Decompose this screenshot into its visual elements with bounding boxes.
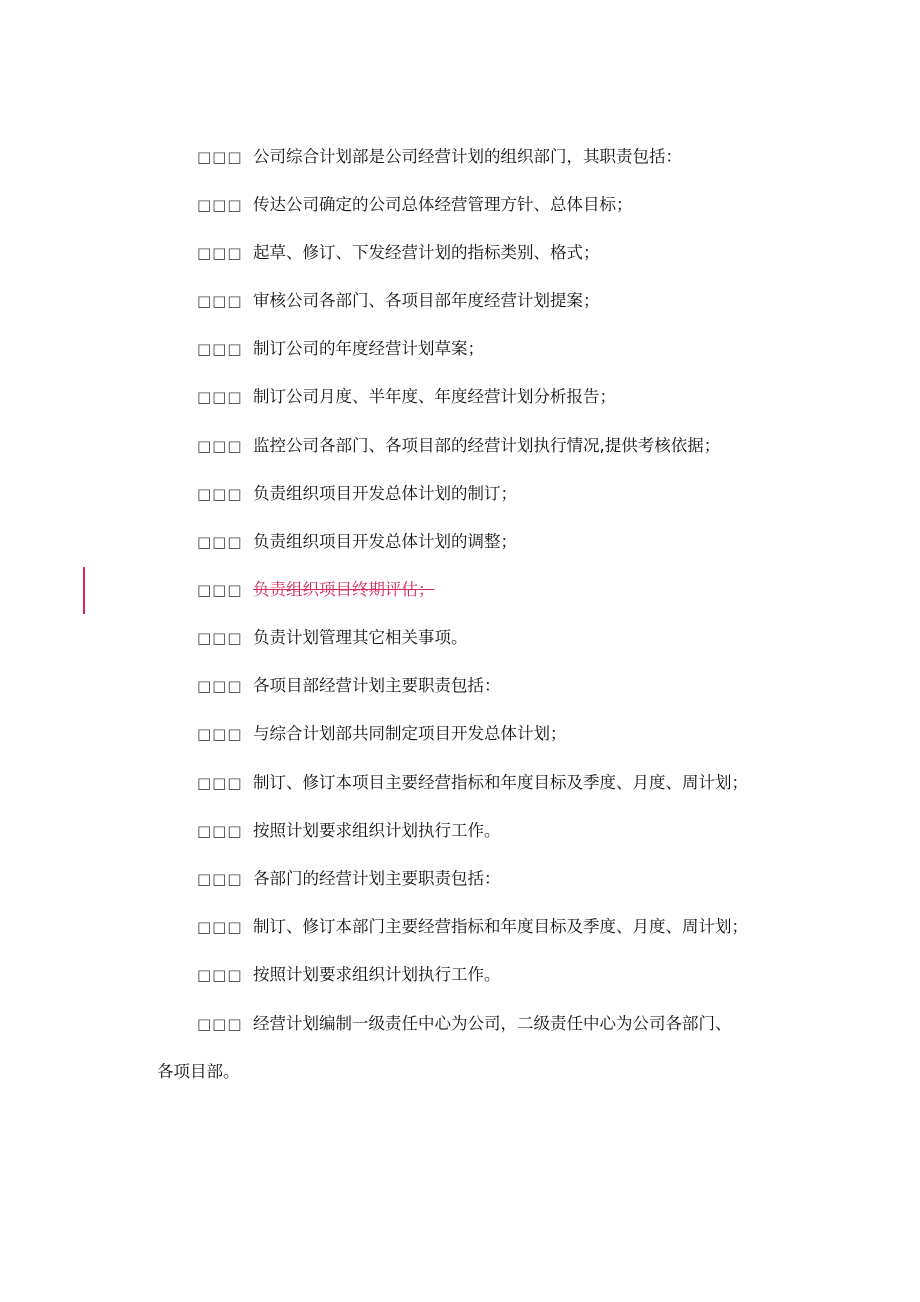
paragraph-text: 制订公司的年度经营计划草案； xyxy=(253,339,484,358)
paragraph xyxy=(197,819,787,843)
paragraph xyxy=(197,385,787,409)
paragraph-text: 按照计划要求组织计划执行工作。 xyxy=(253,821,501,840)
paragraph-deleted xyxy=(197,578,787,602)
revision-change-bar xyxy=(83,567,85,614)
paragraph xyxy=(197,193,787,217)
paragraph xyxy=(197,963,787,987)
paragraph xyxy=(197,337,787,361)
bullet-marker: □□□ xyxy=(197,340,243,358)
bullet-marker: □□□ xyxy=(197,870,243,888)
bullet-marker: □□□ xyxy=(197,244,243,262)
paragraph xyxy=(197,482,787,506)
bullet-marker: □□□ xyxy=(197,822,243,840)
paragraph-text: 制订、修订本部门主要经营指标和年度目标及季度、月度、周计划； xyxy=(253,917,748,936)
paragraph xyxy=(197,915,787,939)
paragraph xyxy=(197,674,787,698)
bullet-marker: □□□ xyxy=(197,388,243,406)
paragraph-text: 审核公司各部门、各项目部年度经营计划提案； xyxy=(253,291,600,310)
paragraph xyxy=(197,722,787,746)
bullet-marker: □□□ xyxy=(197,966,243,984)
bullet-marker: □□□ xyxy=(197,725,243,743)
paragraph-text: 制订、修订本项目主要经营指标和年度目标及季度、月度、周计划； xyxy=(253,773,748,792)
paragraph-text: 负责组织项目开发总体计划的调整； xyxy=(253,532,517,551)
bullet-marker: □□□ xyxy=(197,437,243,455)
paragraph xyxy=(197,530,787,554)
paragraph-text: 传达公司确定的公司总体经营管理方针、总体目标； xyxy=(253,195,633,214)
bullet-marker: □□□ xyxy=(197,533,243,551)
bullet-marker: □□□ xyxy=(197,485,243,503)
paragraph xyxy=(197,145,787,169)
paragraph xyxy=(197,867,787,891)
paragraph-text: 起草、修订、下发经营计划的指标类别、格式； xyxy=(253,243,600,262)
paragraph xyxy=(197,289,787,313)
paragraph-text: 负责计划管理其它相关事项。 xyxy=(253,628,468,647)
paragraph xyxy=(197,241,787,265)
bullet-marker: □□□ xyxy=(197,918,243,936)
bullet-marker: □□□ xyxy=(197,196,243,214)
bullet-marker: □□□ xyxy=(197,629,243,647)
paragraph xyxy=(197,434,787,458)
paragraph xyxy=(197,771,787,795)
paragraph-text: 经营计划编制一级责任中心为公司，二级责任中心为公司各部门、 xyxy=(253,1014,732,1033)
paragraph-text: 按照计划要求组织计划执行工作。 xyxy=(253,965,501,984)
paragraph xyxy=(197,1012,787,1036)
paragraph-text: 制订公司月度、半年度、年度经营计划分析报告； xyxy=(253,387,616,406)
paragraph-continuation: 各项目部。 xyxy=(157,1062,240,1081)
bullet-marker: □□□ xyxy=(197,774,243,792)
deleted-paragraph-text: 负责组织项目终期评估； xyxy=(253,580,435,599)
bullet-marker: □□□ xyxy=(197,292,243,310)
paragraph xyxy=(197,626,787,650)
bullet-marker: □□□ xyxy=(197,581,243,599)
bullet-marker: □□□ xyxy=(197,148,243,166)
bullet-marker: □□□ xyxy=(197,1015,243,1033)
paragraph-text: 负责组织项目开发总体计划的制订； xyxy=(253,484,517,503)
paragraph-text: 各部门的经营计划主要职责包括： xyxy=(253,869,501,888)
bullet-marker: □□□ xyxy=(197,677,243,695)
paragraph-text: 公司综合计划部是公司经营计划的组织部门，其职责包括： xyxy=(253,147,682,166)
paragraph-text: 监控公司各部门、各项目部的经营计划执行情况,提供考核依据； xyxy=(253,436,721,455)
paragraph-text: 与综合计划部共同制定项目开发总体计划； xyxy=(253,724,567,743)
paragraph-text: 各项目部经营计划主要职责包括： xyxy=(253,676,501,695)
